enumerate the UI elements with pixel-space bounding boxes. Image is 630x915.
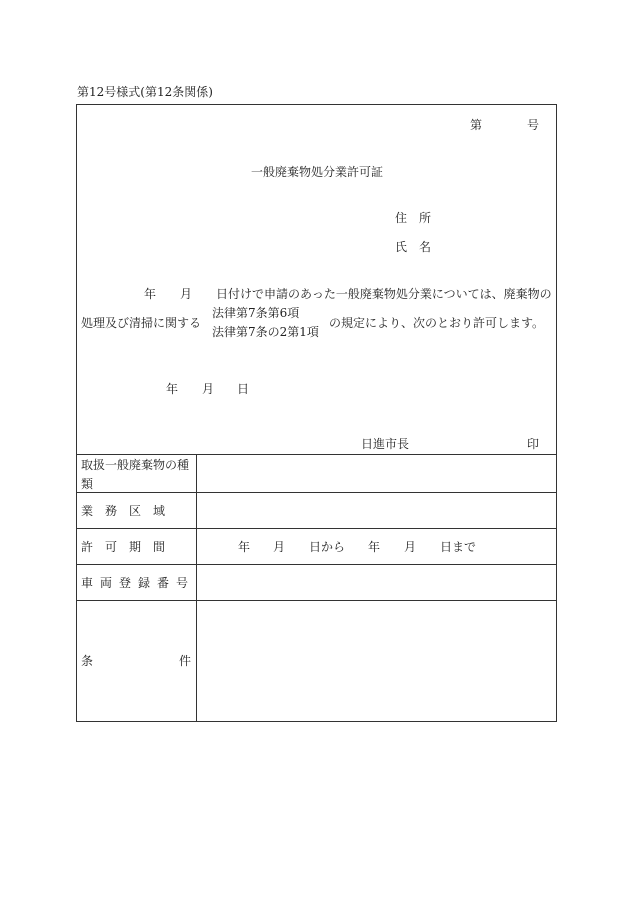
- body-line-2-tail: の規定により、次のとおり許可します。: [329, 316, 545, 330]
- issue-year-label: 年: [166, 382, 179, 396]
- table-row-divider: [76, 528, 556, 529]
- period-to-month: 月: [404, 540, 417, 554]
- permit-period-label: 許 可 期 間: [81, 540, 166, 554]
- body-line-2-lead: 処理及び清掃に関する: [81, 316, 202, 330]
- issue-month-label: 月: [202, 382, 215, 396]
- conditions-label-right: 件: [179, 654, 192, 668]
- period-to-year: 年: [368, 540, 381, 554]
- seal-mark: 印: [527, 437, 540, 451]
- certificate-frame: [76, 104, 557, 722]
- application-year-label: 年: [144, 287, 157, 301]
- certificate-title: 一般廃棄物処分業許可証: [251, 165, 384, 179]
- vehicle-registration-label: 車両登録番号: [81, 576, 196, 590]
- table-row-divider: [76, 492, 556, 493]
- application-month-label: 月: [180, 287, 193, 301]
- body-line-1: 日付けで申請のあった一般廃棄物処分業については、廃棄物の: [216, 287, 552, 301]
- table-row-divider: [76, 600, 556, 601]
- period-to-day: 日まで: [440, 540, 477, 554]
- certificate-number-suffix: 号: [527, 118, 540, 132]
- table-column-divider: [196, 454, 197, 721]
- form-number-label: 第12号様式(第12条関係): [77, 85, 213, 99]
- period-from-month: 月: [273, 540, 286, 554]
- table-top-border: [76, 454, 556, 455]
- waste-type-label-line-2: 類: [81, 477, 94, 491]
- law-option-2: 法律第7条の2第1項: [212, 325, 319, 339]
- waste-type-label-line-1: 取扱一般廃棄物の種: [81, 458, 190, 472]
- address-label: 住 所: [395, 211, 432, 225]
- certificate-number-prefix: 第: [470, 118, 483, 132]
- law-option-1: 法律第7条第6項: [212, 306, 300, 320]
- issue-day-label: 日: [237, 382, 250, 396]
- business-area-label: 業 務 区 域: [81, 504, 166, 518]
- issuer-name: 日進市長: [361, 437, 410, 451]
- conditions-label-left: 条: [81, 654, 94, 668]
- period-from-day: 日から: [309, 540, 346, 554]
- name-label: 氏 名: [395, 240, 432, 254]
- period-from-year: 年: [238, 540, 251, 554]
- table-row-divider: [76, 564, 556, 565]
